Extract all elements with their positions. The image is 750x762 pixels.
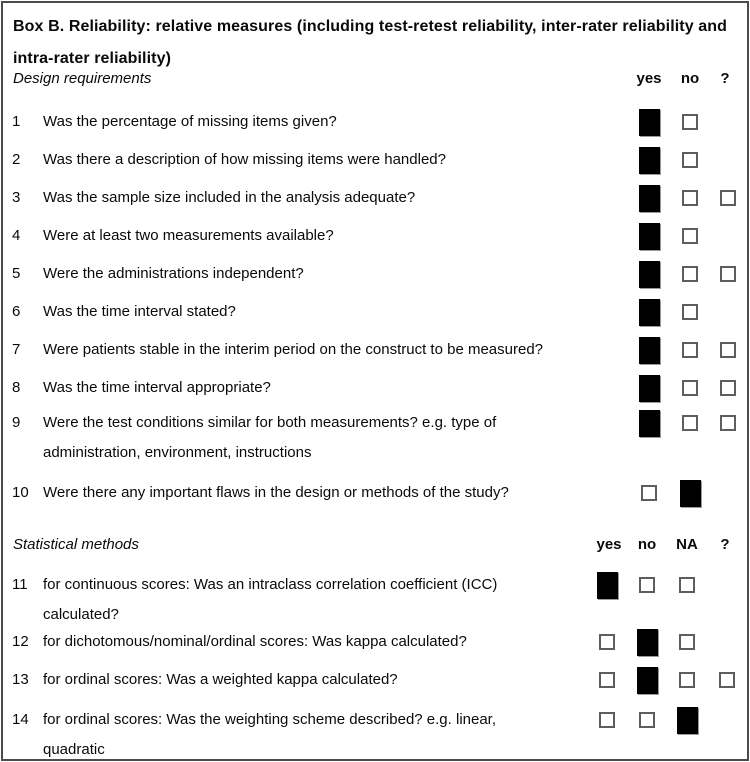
question-number: 9: [12, 414, 21, 431]
checkbox-na[interactable]: [673, 665, 701, 695]
checkbox-question-mark[interactable]: [714, 408, 742, 438]
checkbox-question-mark: [714, 478, 742, 508]
checkbox-question-mark: [713, 570, 741, 600]
checkbox-yes[interactable]: [635, 335, 663, 365]
checkbox-yes[interactable]: [635, 297, 663, 327]
question-number: 3: [12, 189, 21, 206]
checkbox-question-mark: [713, 705, 741, 735]
question-number: 13: [12, 671, 29, 688]
question-number: 11: [12, 576, 28, 593]
checkbox-no[interactable]: [676, 373, 704, 403]
checkbox-yes[interactable]: [635, 478, 663, 508]
checkbox-question-mark: [714, 221, 742, 251]
question-text: Was the sample size included in the analysis adequate?: [43, 189, 416, 206]
column-header-question-mark: ?: [720, 70, 730, 87]
checkbox-question-mark[interactable]: [714, 183, 742, 213]
checklist-box: [1, 1, 749, 761]
checkbox-no[interactable]: [676, 183, 704, 213]
checkbox-no[interactable]: [676, 297, 704, 327]
question-number: 12: [12, 633, 29, 650]
checkbox-no[interactable]: [676, 335, 704, 365]
checkbox-question-mark[interactable]: [713, 665, 741, 695]
question-text: for ordinal scores: Was a weighted kappa calculated?: [43, 671, 398, 688]
column-header-yes: yes: [596, 536, 622, 553]
checkbox-no[interactable]: [676, 145, 704, 175]
question-text: for ordinal scores: Was the weighting scheme described? e.g. linear, quadratic: [43, 711, 497, 758]
checkbox-no[interactable]: [676, 408, 704, 438]
question-text: Were at least two measurements available?: [43, 227, 334, 244]
checkbox-na[interactable]: [673, 627, 701, 657]
question-number: 14: [12, 711, 29, 728]
checkbox-yes[interactable]: [593, 570, 621, 600]
column-header-na: NA: [676, 536, 698, 553]
checkbox-no[interactable]: [633, 570, 661, 600]
section-header-design: [3, 70, 747, 92]
checkbox-na[interactable]: [673, 570, 701, 600]
column-header-no: no: [637, 536, 657, 553]
checkbox-question-mark[interactable]: [714, 335, 742, 365]
question-text: Were the administrations independent?: [43, 265, 304, 282]
checkbox-no[interactable]: [676, 478, 704, 508]
question-text: Were there any important flaws in the design or methods of the study?: [43, 484, 509, 501]
column-header-question-mark: ?: [720, 536, 730, 553]
checkbox-yes[interactable]: [593, 627, 621, 657]
checkbox-no[interactable]: [676, 259, 704, 289]
question-number: 8: [12, 379, 21, 396]
checkbox-no[interactable]: [676, 107, 704, 137]
question-number: 2: [12, 151, 21, 168]
checkbox-yes[interactable]: [635, 221, 663, 251]
question-number: 1: [12, 113, 21, 130]
question-text: Were the test conditions similar for both measurements? e.g. type of administration, environment, instructions: [43, 414, 497, 461]
checkbox-yes[interactable]: [635, 373, 663, 403]
box-title: [13, 11, 743, 75]
box-title-line2: intra-rater reliability): [13, 50, 172, 67]
box-title-line1: Box B. Reliability: relative measures (including test-retest reliability, inter-rater reliability and: [13, 18, 728, 35]
checkbox-question-mark: [714, 145, 742, 175]
checkbox-yes[interactable]: [635, 259, 663, 289]
question-number: 5: [12, 265, 21, 282]
question-text: Was the time interval stated?: [43, 303, 236, 320]
checkbox-question-mark: [713, 627, 741, 657]
checkbox-no[interactable]: [633, 665, 661, 695]
question-number: 10: [12, 484, 29, 501]
checkbox-na[interactable]: [673, 705, 701, 735]
checkbox-no[interactable]: [633, 627, 661, 657]
question-text: Was there a description of how missing items were handled?: [43, 151, 446, 168]
checkbox-yes[interactable]: [635, 183, 663, 213]
checkbox-question-mark: [714, 297, 742, 327]
column-header-yes: yes: [636, 70, 662, 87]
checkbox-question-mark: [714, 107, 742, 137]
section-header-statistical: [3, 536, 747, 558]
column-header-no: no: [680, 70, 700, 87]
question-number: 6: [12, 303, 21, 320]
section-label-design: Design requirements: [13, 70, 152, 87]
checkbox-question-mark[interactable]: [714, 373, 742, 403]
question-text: Was the percentage of missing items given?: [43, 113, 337, 130]
question-text: for dichotomous/nominal/ordinal scores: Was kappa calculated?: [43, 633, 467, 650]
checkbox-yes[interactable]: [593, 665, 621, 695]
checkbox-yes[interactable]: [635, 107, 663, 137]
checkbox-yes[interactable]: [593, 705, 621, 735]
question-text: for continuous scores: Was an intraclass correlation coefficient (ICC) calculated?: [43, 576, 498, 623]
checkbox-yes[interactable]: [635, 145, 663, 175]
checkbox-no[interactable]: [676, 221, 704, 251]
question-text: Was the time interval appropriate?: [43, 379, 271, 396]
question-number: 7: [12, 341, 21, 358]
checkbox-yes[interactable]: [635, 408, 663, 438]
question-number: 4: [12, 227, 21, 244]
question-text: Were patients stable in the interim period on the construct to be measured?: [43, 341, 544, 358]
section-label-statistical: Statistical methods: [13, 536, 139, 553]
checkbox-no[interactable]: [633, 705, 661, 735]
checkbox-question-mark[interactable]: [714, 259, 742, 289]
